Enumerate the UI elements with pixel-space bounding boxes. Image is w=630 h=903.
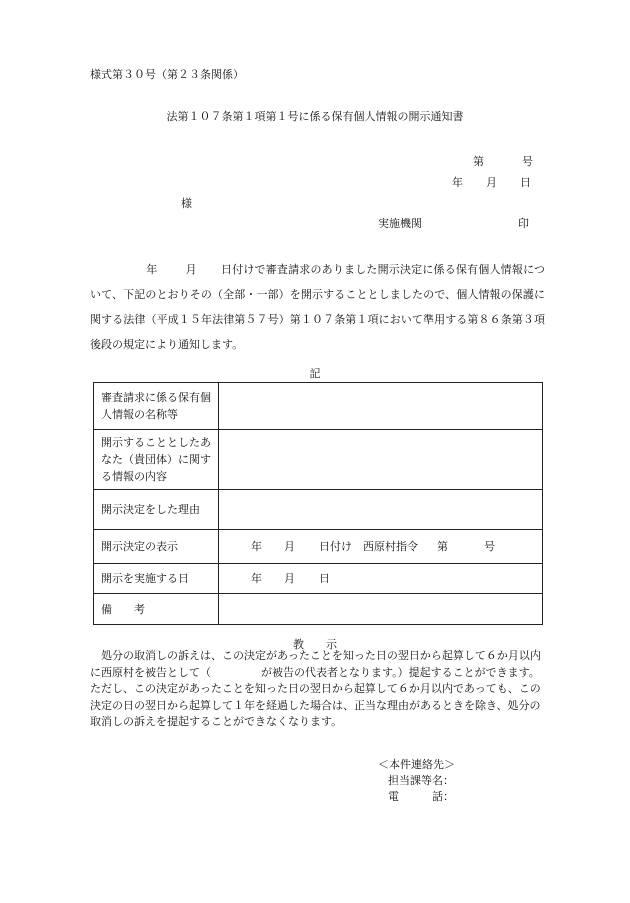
impl-year: 年	[251, 572, 262, 585]
row-name-value	[219, 383, 543, 430]
row-date-value	[219, 564, 543, 594]
notice-part2: が被告の代表者となります。）提起することができます。ただし、この決定があったことを知った日の翌日から起算して６か月以内であっても、この決定の日の翌日から起算して１年を経過した場合は、正当な理由があるときを除き、処分の取消しの訴えを提起することができなくなります。	[90, 665, 541, 728]
body-paragraph	[90, 257, 545, 357]
contact-dept: 担当課等名：	[388, 774, 454, 787]
row-decision-value	[219, 530, 543, 564]
contact-heading: ＜本件連絡先＞	[378, 758, 455, 771]
contact-block	[378, 757, 455, 805]
date-year: 年	[452, 176, 463, 189]
body-month: 月	[185, 263, 197, 276]
doc-no-go: 号	[522, 155, 533, 168]
decision-dai: 第	[437, 540, 448, 553]
row-remarks-label: 備 考	[94, 594, 219, 625]
notice-text	[90, 648, 550, 731]
date-month: 月	[486, 176, 497, 189]
row-date-label: 開示を実施する日	[94, 564, 219, 594]
decision-directive: 西原村指令	[363, 540, 418, 553]
row-content-label: 開示することとしたあなた（貴団体）に関する情報の内容	[94, 430, 219, 490]
date-day: 日	[520, 176, 531, 189]
agency-seal: 印	[518, 217, 529, 230]
impl-month: 月	[284, 572, 295, 585]
body-line1: 日付けで審査請求のありました開示決定に係る保有個人情報	[220, 263, 524, 276]
contact-phone: 電 話：	[388, 790, 454, 803]
form-number: 様式第３０号（第２３条関係）	[90, 68, 244, 81]
decision-month: 月	[284, 540, 295, 553]
decision-go: 号	[484, 540, 495, 553]
doc-no-dai: 第	[473, 155, 484, 168]
addressee-suffix: 様	[181, 197, 192, 210]
impl-day: 日	[319, 572, 330, 585]
body-rest: について、下記のとおりその（全部・一部）を開示することとしましたので、個人情報の保護に関する法律（平成１５年法律第５７号）第１０７条第１項において準用する第８６条第３項後段の規定により通知します。	[90, 263, 546, 351]
disclosure-table	[93, 382, 543, 625]
row-reason-value	[219, 490, 543, 530]
agency-label: 実施機関	[378, 217, 422, 230]
notice-heading: 教 示	[293, 638, 337, 651]
row-name-label: 審査請求に係る保有個人情報の名称等	[94, 383, 219, 430]
row-remarks-value	[219, 594, 543, 625]
decision-dated: 日付け	[319, 540, 352, 553]
notice-part1: 処分の取消しの訴えは、この決定があったことを知った日の翌日から起算して６か月以内に西原村を被告として（	[90, 649, 541, 679]
row-content-value	[219, 430, 543, 490]
body-year: 年	[146, 263, 158, 276]
ki-heading: 記	[309, 367, 321, 380]
row-reason-label: 開示決定をした理由	[94, 490, 219, 530]
document-title: 法第１０７条第１項第１号に係る保有個人情報の開示通知書	[166, 110, 464, 123]
row-decision-label: 開示決定の表示	[94, 530, 219, 564]
decision-year: 年	[251, 540, 262, 553]
